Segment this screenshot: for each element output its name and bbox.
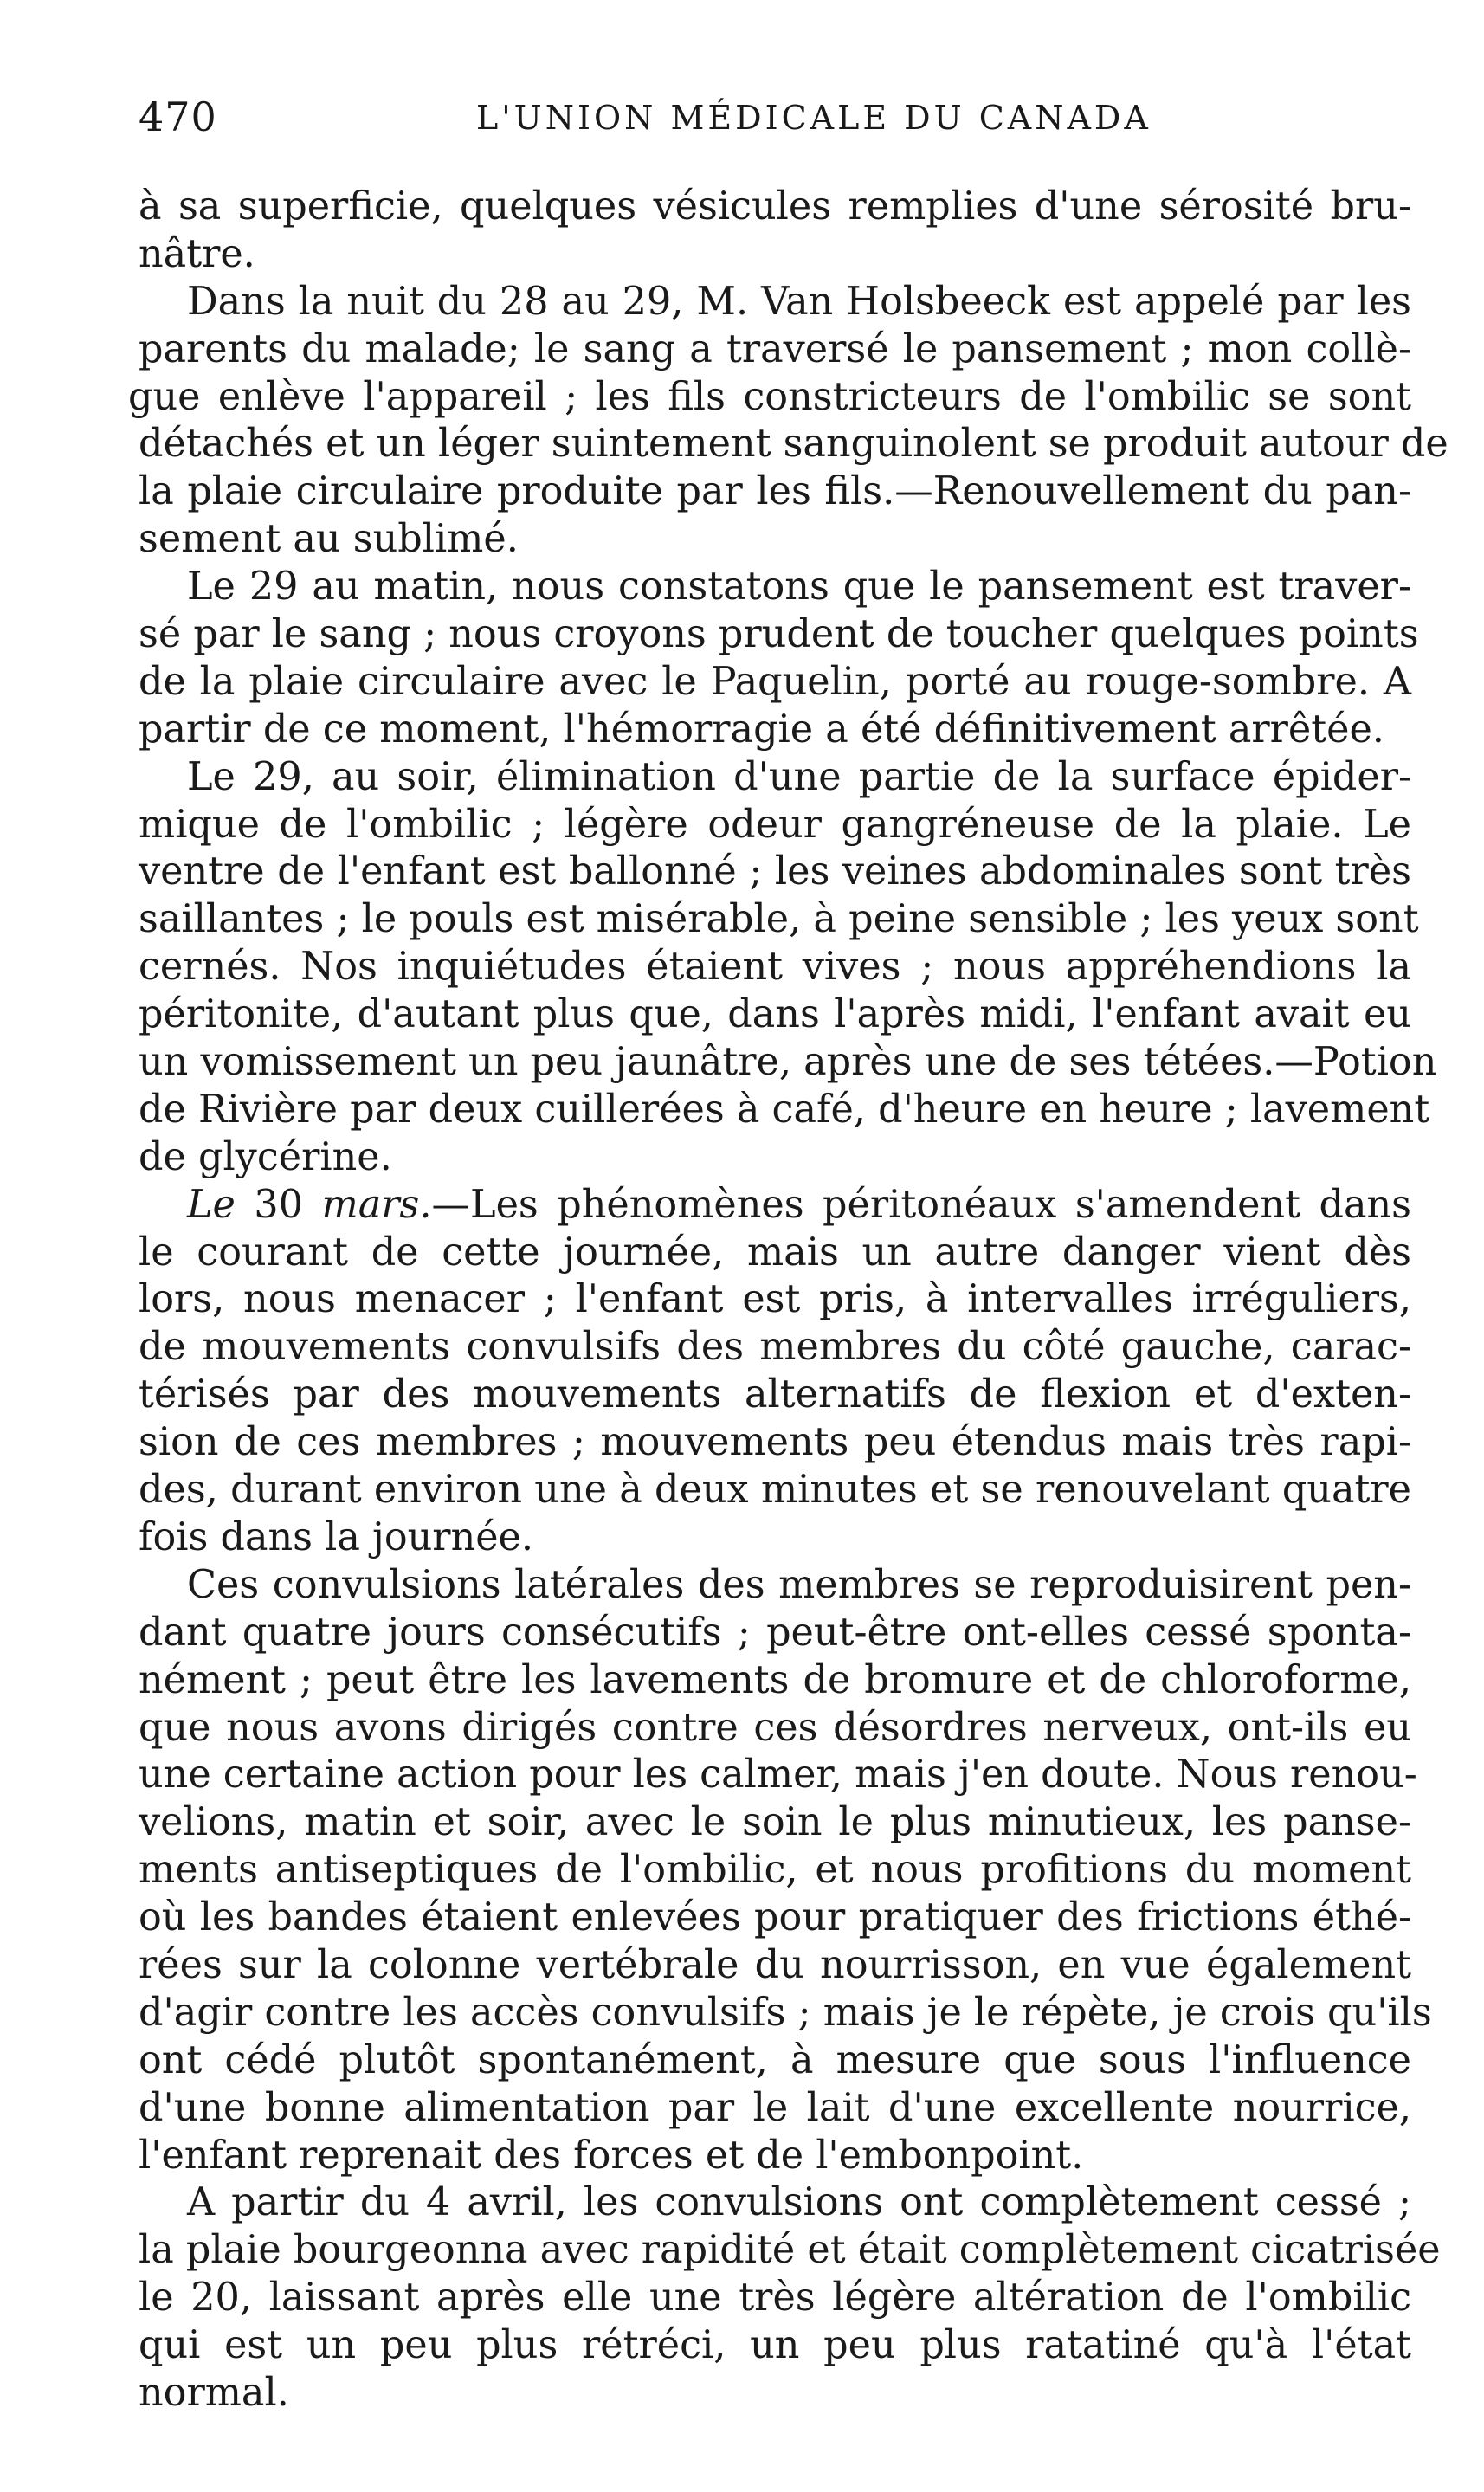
text-line: le 20, laissant après elle une très légère altération de l'ombilic — [139, 2276, 1411, 2321]
text-line: d'une bonne alimentation par le lait d'une excellente nourrice, — [139, 2085, 1411, 2130]
text-line-dated — [139, 1182, 1411, 1230]
text-line: partir de ce moment, l'hémorragie a été définitivement arrêtée. — [139, 707, 1384, 752]
page-number: 470 — [139, 94, 217, 140]
text-line: de mouvements convulsifs des membres du côté gauche, carac- — [139, 1325, 1411, 1370]
text-line: rées sur la colonne vertébrale du nourrisson, en vue également — [139, 1942, 1411, 1987]
text-line: Dans la nuit du 28 au 29, M. Van Holsbeeck est appelé par les — [187, 279, 1411, 324]
text-line: Le 29 au matin, nous constatons que le pansement est traver- — [187, 565, 1411, 610]
text-line: fois dans la journée. — [139, 1514, 534, 1559]
journal-title: L'UNION MÉDICALE DU CANADA — [476, 99, 1152, 137]
text-line: une certaine action pour les calmer, mais j'en doute. Nous renou- — [139, 1753, 1417, 1798]
text-line: ventre de l'enfant est ballonné ; les veines abdominales sont très — [139, 849, 1411, 894]
date-lead: Le — [187, 1182, 236, 1227]
article-body — [128, 184, 1449, 2418]
text-line: qui est un peu plus rétréci, un peu plus ratatiné qu'à l'état — [139, 2323, 1411, 2368]
text-line: nément ; peut être les lavements de bromure et de chloroforme, — [139, 1657, 1411, 1702]
text-line: que nous avons dirigés contre ces désordres nerveux, ont-ils eu — [139, 1705, 1411, 1750]
text-line: nâtre. — [139, 231, 255, 276]
text-line: Ces convulsions latérales des membres se reproduisirent pen- — [187, 1562, 1411, 1607]
date-day: 30 — [235, 1182, 322, 1227]
text-line: ont cédé plutôt spontanément, à mesure que sous l'influence — [139, 2037, 1411, 2082]
text-line: normal. — [139, 2370, 289, 2415]
text-run: —Les phénomènes péritonéaux s'amendent dans — [431, 1182, 1411, 1227]
text-line: parents du malade; le sang a traversé le pansement ; mon collè- — [139, 326, 1411, 371]
text-line: la plaie circulaire produite par les fils.—Renouvellement du pan- — [139, 469, 1411, 514]
text-line: l'enfant reprenait des forces et de l'embonpoint. — [139, 2133, 1084, 2178]
text-line: A partir du 4 avril, les convulsions ont complètement cessé ; — [187, 2180, 1411, 2225]
text-line: des, durant environ une à deux minutes et se renouvelant quatre — [139, 1468, 1411, 1513]
text-line: lors, nous menacer ; l'enfant est pris, à intervalles irréguliers, — [139, 1277, 1411, 1322]
text-line: cernés. Nos inquiétudes étaient vives ; nous appréhendions la — [139, 945, 1411, 990]
text-line: de Rivière par deux cuillerées à café, d'heure en heure ; lavement — [139, 1087, 1430, 1132]
text-line: d'agir contre les accès convulsifs ; mais je le répète, je crois qu'ils — [139, 1990, 1432, 2035]
text-line: sion de ces membres ; mouvements peu étendus mais très rapi- — [139, 1420, 1411, 1465]
text-line: péritonite, d'autant plus que, dans l'après midi, l'enfant avait eu — [139, 992, 1411, 1037]
running-header — [139, 94, 1411, 145]
text-line: sement au sublimé. — [139, 517, 519, 562]
text-line: détachés et un léger suintement sanguinolent se produit autour de — [139, 422, 1449, 467]
text-line: le courant de cette journée, mais un autre danger vient dès — [139, 1230, 1411, 1275]
text-line: velions, matin et soir, avec le soin le plus minutieux, les panse- — [139, 1800, 1411, 1845]
date-month: mars. — [321, 1182, 432, 1227]
text-line: gue enlève l'appareil ; les fils constricteurs de l'ombilic se sont — [128, 374, 1411, 419]
text-line: où les bandes étaient enlevées pour pratiquer des frictions éthé- — [139, 1895, 1411, 1940]
text-line: saillantes ; le pouls est misérable, à peine sensible ; les yeux sont — [139, 897, 1419, 942]
text-line: Le 29, au soir, élimination d'une partie de la surface épider- — [187, 754, 1411, 799]
text-line: de glycérine. — [139, 1134, 392, 1179]
text-line: mique de l'ombilic ; légère odeur gangréneuse de la plaie. Le — [139, 802, 1411, 847]
text-line: la plaie bourgeonna avec rapidité et était complètement cicatrisée — [139, 2228, 1441, 2273]
text-line: sé par le sang ; nous croyons prudent de toucher quelques points — [139, 612, 1419, 657]
text-line: térisés par des mouvements alternatifs de flexion et d'exten- — [139, 1372, 1411, 1417]
text-line: à sa superficie, quelques vésicules remplies d'une sérosité bru- — [139, 184, 1411, 229]
text-line: ments antiseptiques de l'ombilic, et nous profitions du moment — [139, 1848, 1411, 1893]
text-line: dant quatre jours consécutifs ; peut-être ont-elles cessé sponta- — [139, 1610, 1411, 1655]
text-line: un vomissement un peu jaunâtre, après une de ses tétées.—Potion — [139, 1040, 1437, 1085]
text-line: de la plaie circulaire avec le Paquelin, porté au rouge-sombre. A — [139, 659, 1411, 704]
